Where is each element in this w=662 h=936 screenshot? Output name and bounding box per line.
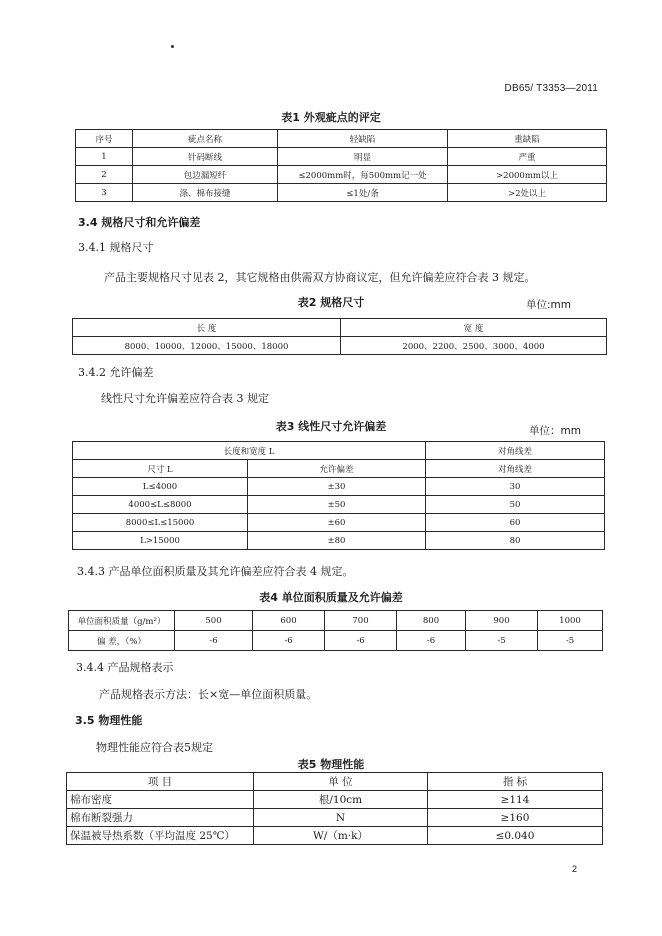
header-cell: 尺寸 L xyxy=(73,460,248,478)
table-cell: 4000≤L≤8000 xyxy=(73,496,248,514)
table3-caption: 表3 线性尺寸允许偏差 xyxy=(275,420,387,433)
table-cell: -6 xyxy=(175,631,253,651)
table4-caption: 表4 单位面积质量及允许偏差 xyxy=(259,591,403,604)
section-3-5-text: 物理性能应符合表5规定 xyxy=(96,741,213,754)
table-cell: 1 xyxy=(76,148,133,166)
table-cell: ±50 xyxy=(248,496,426,514)
table-cell: -5 xyxy=(538,631,603,651)
header-cell: 重缺陷 xyxy=(448,130,607,148)
standard-number: DB65/ T3353—2011 xyxy=(504,83,598,94)
table-cell: N xyxy=(254,809,428,827)
section-3-4-1-heading: 3.4.1 规格尺寸 xyxy=(78,241,154,254)
table-cell: 针码断线 xyxy=(133,148,278,166)
table1-caption: 表1 外观疵点的评定 xyxy=(281,111,381,124)
table-row xyxy=(67,827,603,845)
table-cell: ≤2000mm时，每500mm记一处 xyxy=(278,166,448,184)
table-cell: 棉布断裂强力 xyxy=(67,809,254,827)
section-3-4-4-heading: 3.4.4 产品规格表示 xyxy=(76,661,174,674)
header-cell: 轻缺陷 xyxy=(278,130,448,148)
table-cell: 700 xyxy=(325,611,397,631)
table-cell: 严重 xyxy=(448,148,607,166)
table-cell: ±30 xyxy=(248,478,426,496)
table-cell: ±80 xyxy=(248,532,426,550)
header-cell: 项 目 xyxy=(67,773,254,791)
table-row xyxy=(69,631,603,651)
table-cell: 60 xyxy=(426,514,605,532)
table-cell: >2000mm以上 xyxy=(448,166,607,184)
header-cell: 允许偏差 xyxy=(248,460,426,478)
header-cell: 长 度 xyxy=(73,319,341,337)
table-row xyxy=(73,532,605,550)
table5 xyxy=(66,772,603,845)
table-row xyxy=(76,184,607,202)
header-cell: 对角线差 xyxy=(426,460,605,478)
table-group-header-row xyxy=(73,442,605,460)
table-row xyxy=(73,496,605,514)
table2-caption: 表2 规格尺寸 xyxy=(297,296,365,309)
row-label-cell: 单位面积质量（g/m²） xyxy=(69,611,175,631)
table1 xyxy=(75,129,607,202)
table-row xyxy=(73,337,607,355)
table-cell: 保温被导热系数（平均温度 25℃） xyxy=(67,827,254,845)
table3-unit: 单位：mm xyxy=(529,425,581,437)
table-cell: W/（m·k） xyxy=(254,827,428,845)
table-row xyxy=(73,514,605,532)
header-cell: 疵点名称 xyxy=(133,130,278,148)
table-cell: 50 xyxy=(426,496,605,514)
section-3-4-2-text: 线性尺寸允许偏差应符合表 3 规定 xyxy=(101,392,269,405)
section-3-4-3-text: 3.4.3 产品单位面积质量及其允许偏差应符合表 4 规定。 xyxy=(77,565,354,578)
table-cell: 2 xyxy=(76,166,133,184)
table-row xyxy=(67,809,603,827)
header-cell: 指 标 xyxy=(428,773,603,791)
table-cell: 根/10cm xyxy=(254,791,428,809)
table-cell: 500 xyxy=(175,611,253,631)
table-row xyxy=(73,478,605,496)
table-cell: ≥114 xyxy=(428,791,603,809)
section-3-4-1-text: 产品主要规格尺寸见表 2，其它规格由供需双方协商议定，但允许偏差应符合表 3 规定。 xyxy=(104,271,536,284)
table2-unit: 单位:mm xyxy=(526,299,571,311)
page-number: 2 xyxy=(572,864,578,874)
group-header-cell: 对角线差 xyxy=(426,442,605,460)
table-cell: 1000 xyxy=(538,611,603,631)
table-header-row xyxy=(73,319,607,337)
table-header-row xyxy=(67,773,603,791)
table-cell: -6 xyxy=(397,631,466,651)
table-cell: L>15000 xyxy=(73,532,248,550)
table5-caption: 表5 物理性能 xyxy=(297,758,365,771)
table-cell: 2000、2200、2500、3000、4000 xyxy=(341,337,607,355)
table-cell: ≥160 xyxy=(428,809,603,827)
table-cell: 涤、棉布接缝 xyxy=(133,184,278,202)
table-cell: ±60 xyxy=(248,514,426,532)
table-row xyxy=(76,166,607,184)
header-cell: 序号 xyxy=(76,130,133,148)
section-3-4-heading: 3.4 规格尺寸和允许偏差 xyxy=(78,216,201,229)
table-cell: ≤1处/条 xyxy=(278,184,448,202)
table-cell: 包边漏短纤 xyxy=(133,166,278,184)
section-3-4-4-text: 产品规格表示方法：长×宽—单位面积质量。 xyxy=(99,688,318,701)
table-header-row xyxy=(73,460,605,478)
group-header-cell: 长度和宽度 L xyxy=(73,442,426,460)
table4 xyxy=(68,610,603,651)
table-cell: 800 xyxy=(397,611,466,631)
table-cell: 900 xyxy=(466,611,538,631)
table-cell: 600 xyxy=(253,611,325,631)
table-row xyxy=(67,791,603,809)
table-cell: >2处以上 xyxy=(448,184,607,202)
table-cell: -5 xyxy=(466,631,538,651)
table2 xyxy=(72,318,607,355)
table3 xyxy=(72,441,605,550)
table-cell: 明显 xyxy=(278,148,448,166)
table-header-row xyxy=(76,130,607,148)
table-cell: 30 xyxy=(426,478,605,496)
section-3-4-2-heading: 3.4.2 允许偏差 xyxy=(78,366,154,379)
table-cell: 80 xyxy=(426,532,605,550)
table-cell: 3 xyxy=(76,184,133,202)
table-cell: ≤0.040 xyxy=(428,827,603,845)
header-cell: 单 位 xyxy=(254,773,428,791)
scan-speck xyxy=(171,45,174,48)
table-cell: 8000、10000、12000、15000、18000 xyxy=(73,337,341,355)
table-row xyxy=(69,611,603,631)
table-cell: -6 xyxy=(325,631,397,651)
table-row xyxy=(76,148,607,166)
row-label-cell: 偏 差，（%） xyxy=(69,631,175,651)
table-cell: L≤4000 xyxy=(73,478,248,496)
table-cell: -6 xyxy=(253,631,325,651)
table-cell: 棉布密度 xyxy=(67,791,254,809)
header-cell: 宽 度 xyxy=(341,319,607,337)
section-3-5-heading: 3.5 物理性能 xyxy=(75,714,143,727)
table-cell: 8000≤L≤15000 xyxy=(73,514,248,532)
